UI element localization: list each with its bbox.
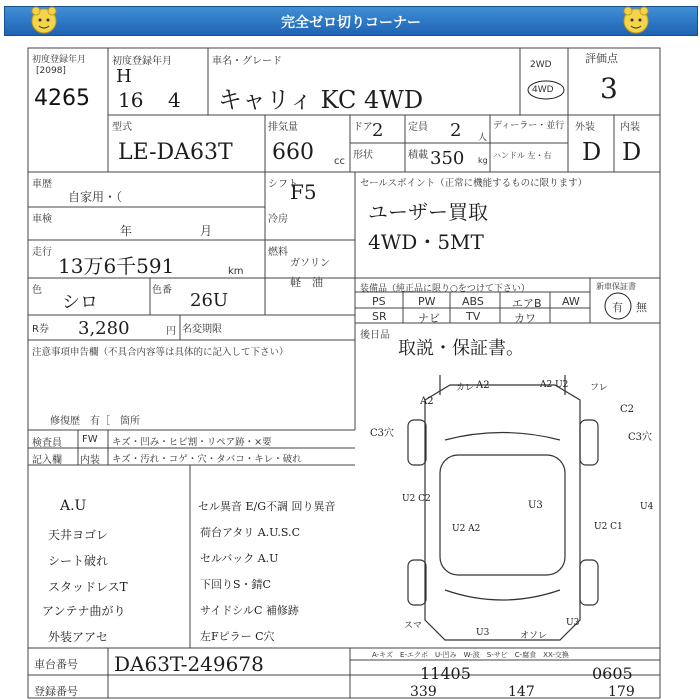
bottom-number: 339: [410, 684, 437, 700]
shape-label: 形状: [353, 150, 373, 161]
exterior-label: 外装: [575, 122, 595, 133]
bottom-number: 0605: [592, 664, 633, 683]
recycle-label: R券: [32, 324, 49, 335]
drive-4wd: 4WD: [532, 85, 554, 95]
person-unit: 人: [478, 133, 488, 143]
mileage-value: 13万6千591: [58, 254, 175, 278]
lot-small-number: [2098]: [36, 66, 66, 76]
load-label: 積載: [408, 150, 428, 161]
inspection-label: 車検: [32, 214, 52, 225]
equip-tv: TV: [466, 310, 481, 323]
exterior-grade: D: [582, 138, 602, 166]
fuel-label: 燃料: [268, 247, 288, 258]
equipment-label: 装備品（純正品に限り○をつけて下さい）: [360, 284, 530, 294]
sales-point-label: セールスポイント（正常に機能するものに限ります）: [360, 178, 588, 189]
car-diagram: [408, 375, 598, 640]
load-value: 350: [430, 148, 465, 169]
sales-point-2: 4WD・5MT: [368, 230, 484, 254]
remark-right: セル異音 E/G不調 回り異音: [198, 500, 336, 513]
color-code-value: 26U: [190, 290, 229, 311]
usage-value: 自家用・（: [68, 190, 123, 204]
km-unit: km: [228, 266, 244, 277]
diagram-mark: C3穴: [628, 432, 653, 443]
equip-ps: PS: [372, 295, 386, 308]
accessories-label: 後日品: [360, 330, 390, 341]
color-code-label: 色番: [152, 285, 172, 296]
diagram-mark: U2 C2: [402, 494, 431, 504]
color-label: 色: [32, 285, 42, 296]
inspection-year: 年: [120, 224, 133, 238]
doors-value: 2: [372, 120, 384, 141]
first-reg-year: 16: [118, 88, 144, 112]
recorder-text: キズ・汚れ・コゲ・穴・タバコ・キレ・破れ: [112, 454, 302, 465]
remark-right: 左Fピラー C穴: [200, 630, 275, 643]
remark-right: 下回りS・錆C: [200, 578, 271, 591]
lot-number: 4265: [34, 86, 90, 111]
fuel-diesel: 軽 油: [290, 276, 323, 289]
seats-value: 2: [450, 120, 462, 141]
diagram-mark: U3: [476, 628, 490, 638]
model-label: 車名・グレード: [212, 56, 282, 67]
handle-label: ハンドル 左・右: [493, 151, 552, 160]
yen-unit: 円: [166, 326, 176, 337]
type-label: 型式: [112, 122, 132, 133]
color-value: シロ: [62, 292, 98, 313]
shift-label: シフト: [268, 179, 298, 190]
first-reg-era: H: [116, 66, 132, 87]
notes-title: 注意事項申告欄（不具合内容等は具体的に記入して下さい）: [32, 347, 289, 358]
equip-leather: カワ: [514, 312, 536, 325]
drive-2wd: 2WD: [530, 60, 552, 70]
ac-label: 冷房: [268, 214, 288, 225]
equip-abs: ABS: [462, 295, 484, 308]
recorder-label: 記入欄: [32, 455, 62, 466]
kg-unit: kg: [478, 156, 488, 165]
displacement-value: 660: [272, 140, 314, 165]
rating-label: 評価点: [585, 52, 618, 65]
interior-grade: D: [622, 138, 642, 166]
sales-point-1: ユーザー買取: [368, 200, 488, 224]
bottom-number: 147: [508, 684, 535, 700]
diagram-mark: U2 A2: [452, 524, 481, 534]
chassis-label: 車台番号: [34, 658, 78, 671]
equip-sr: SR: [372, 310, 387, 323]
cc-unit: cc: [334, 156, 345, 167]
bottom-number: 11405: [420, 664, 471, 683]
recycle-value: 3,280: [78, 318, 130, 339]
accessories-value: 取説・保証書。: [398, 338, 524, 359]
remark-left: シート破れ: [48, 554, 109, 568]
naisou-label: 内装: [80, 455, 100, 466]
dealer-label: ディーラー・並行: [493, 121, 565, 131]
fw-label: FW: [82, 434, 98, 445]
diagram-mark: カレ: [456, 383, 475, 393]
warranty-yes: 有: [612, 301, 623, 314]
warranty-no: 無: [636, 301, 647, 314]
diagram-mark: A2 U2: [540, 380, 569, 390]
name-change-label: 名変期限: [182, 324, 222, 335]
equip-airbag: エアB: [512, 297, 542, 310]
interior-label: 内装: [620, 122, 640, 133]
shift-value: F5: [290, 180, 317, 204]
bottom-number: 179: [608, 684, 635, 700]
rating-value: 3: [600, 72, 618, 105]
remark-left: アンテナ曲がり: [42, 604, 126, 618]
equip-aw: AW: [562, 295, 580, 308]
inspection-month: 月: [200, 224, 213, 238]
new-car-warranty-label: 新車保証書: [596, 282, 636, 291]
first-reg-label: 初度登録年月: [112, 56, 172, 67]
remark-right: サイドシルC 補修跡: [200, 604, 299, 617]
diagram-mark: U2 C1: [594, 522, 623, 532]
damage-legend: A-キズ E-エクボ U-凹み W-波 S-サビ C-腐食 XX-交換: [372, 651, 569, 659]
diagram-mark: A2: [476, 380, 490, 391]
diagram-mark: フレ: [590, 383, 608, 393]
remark-right: 荷台アタリ A.U.S.C: [200, 526, 300, 539]
inspector-text: キズ・凹み・ヒビ割・リペア跡・×要: [112, 437, 272, 448]
chassis-value: DA63T-249678: [114, 652, 264, 676]
diagram-mark: U3: [566, 618, 580, 628]
doors-label: ドア: [353, 122, 373, 133]
repair-history: 修復歴 有［ 箇所: [50, 416, 140, 427]
diagram-mark: C3穴: [370, 428, 395, 439]
color-kind-label: 車歴: [32, 179, 52, 190]
lot-label: 初度登録年月: [32, 55, 87, 65]
equip-pw: PW: [418, 295, 436, 308]
model-value: キャリィ KC 4WD: [218, 86, 424, 114]
equip-navi: ナビ: [418, 312, 440, 325]
type-value: LE-DA63T: [118, 140, 233, 165]
diagram-mark: A2: [420, 396, 434, 407]
remark-right: セルバック A.U: [200, 552, 279, 565]
diagram-mark: スマ: [404, 621, 422, 631]
remark-left: 天井ヨゴレ: [48, 528, 109, 542]
reg-no-label: 登録番号: [34, 685, 78, 698]
displacement-label: 排気量: [268, 122, 298, 133]
remark-left: 外装アアセ: [48, 630, 108, 644]
diagram-mark: C2: [620, 404, 635, 415]
remark-left: スタッドレスT: [48, 580, 128, 594]
inspector-label: 検査員: [32, 438, 62, 449]
diagram-mark: オソレ: [520, 631, 548, 641]
mileage-label: 走行: [32, 247, 52, 258]
remark-left: A.U: [60, 498, 87, 514]
fuel-gas: ガソリン: [290, 258, 330, 269]
banner-title: 完全ゼロ切りコーナー: [281, 15, 421, 31]
diagram-mark: U3: [528, 500, 543, 511]
first-reg-month: 4: [168, 88, 181, 112]
seats-label: 定員: [408, 122, 428, 133]
diagram-mark: U4: [640, 502, 654, 512]
